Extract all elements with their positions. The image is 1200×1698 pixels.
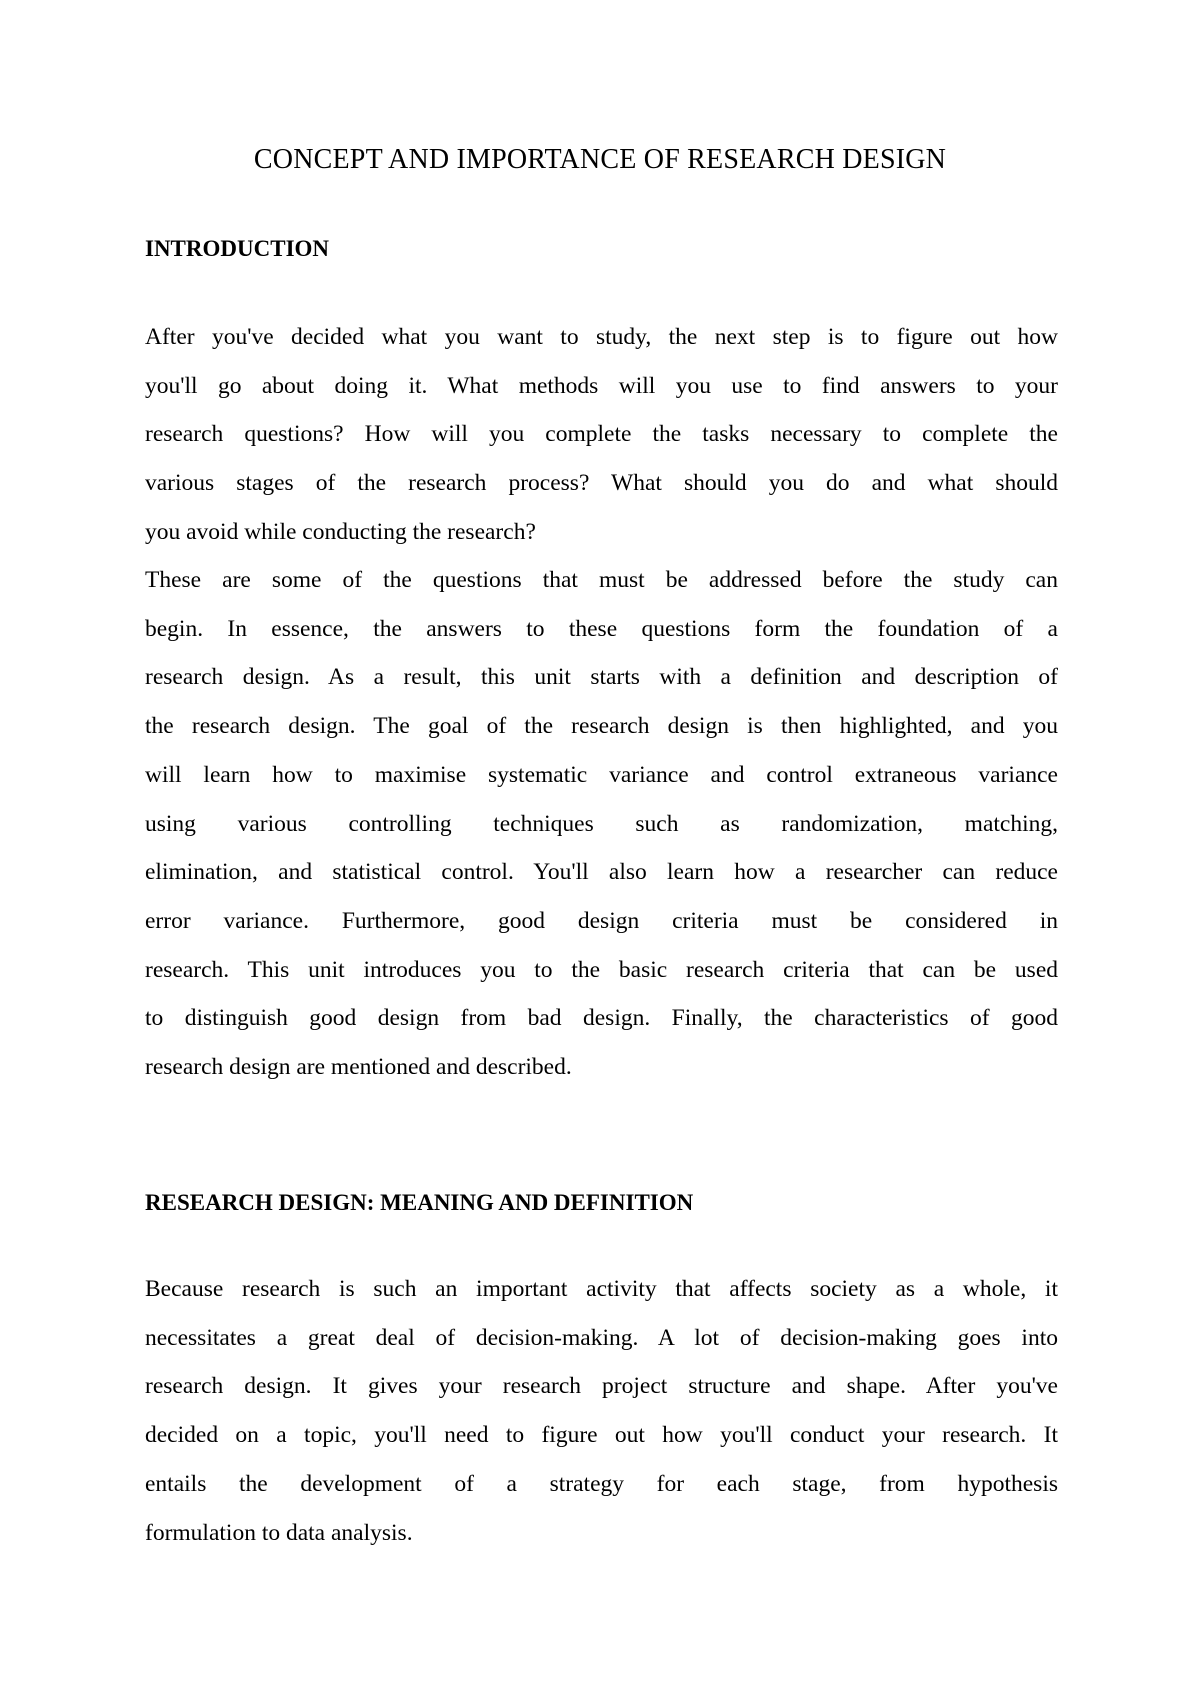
text-line: you'll go about doing it. What methods will you use to find answers to your	[145, 372, 1058, 399]
text-line: These are some of the questions that must be addressed before the study can	[145, 567, 1058, 593]
text-line: error variance. Furthermore, good design criteria must be considered in	[145, 907, 1058, 934]
text-line: begin. In essence, the answers to these questions form the foundation of a	[145, 615, 1058, 642]
text-line: you avoid while conducting the research?	[145, 518, 536, 545]
text-line: entails the development of a strategy for each stage, from hypothesis	[145, 1470, 1058, 1497]
text-line: the research design. The goal of the research design is then highlighted, and you	[145, 713, 1058, 740]
meaning-paragraph-1	[145, 1265, 1058, 1557]
text-line: will learn how to maximise systematic variance and control extraneous variance	[145, 761, 1058, 788]
text-line: necessitates a great deal of decision-making. A lot of decision-making goes into	[145, 1324, 1058, 1351]
intro-paragraph-1	[145, 313, 1058, 557]
text-line: research design. It gives your research project structure and shape. After you've	[145, 1373, 1058, 1400]
text-line: research design. As a result, this unit starts with a definition and description of	[145, 664, 1058, 691]
text-line: formulation to data analysis.	[145, 1519, 413, 1546]
intro-paragraph-2	[145, 556, 1058, 1092]
text-line: research questions? How will you complete the tasks necessary to complete the	[145, 421, 1058, 448]
text-line: research. This unit introduces you to the basic research criteria that can be used	[145, 956, 1058, 983]
section-heading-meaning-definition: RESEARCH DESIGN: MEANING AND DEFINITION	[145, 1190, 694, 1215]
section-heading-introduction: INTRODUCTION	[145, 236, 330, 261]
document-title: CONCEPT AND IMPORTANCE OF RESEARCH DESIGN	[253, 144, 947, 175]
text-line: After you've decided what you want to study, the next step is to figure out how	[145, 324, 1058, 350]
text-line: Because research is such an important activity that affects society as a whole, it	[145, 1276, 1058, 1302]
text-line: decided on a topic, you'll need to figure out how you'll conduct your research. It	[145, 1422, 1058, 1449]
text-line: to distinguish good design from bad design. Finally, the characteristics of good	[145, 1005, 1058, 1032]
text-line: various stages of the research process? What should you do and what should	[145, 470, 1058, 497]
text-line: research design are mentioned and described.	[145, 1054, 572, 1081]
text-line: elimination, and statistical control. You'll also learn how a researcher can reduce	[145, 859, 1058, 886]
text-line: using various controlling techniques such as randomization, matching,	[145, 810, 1058, 837]
